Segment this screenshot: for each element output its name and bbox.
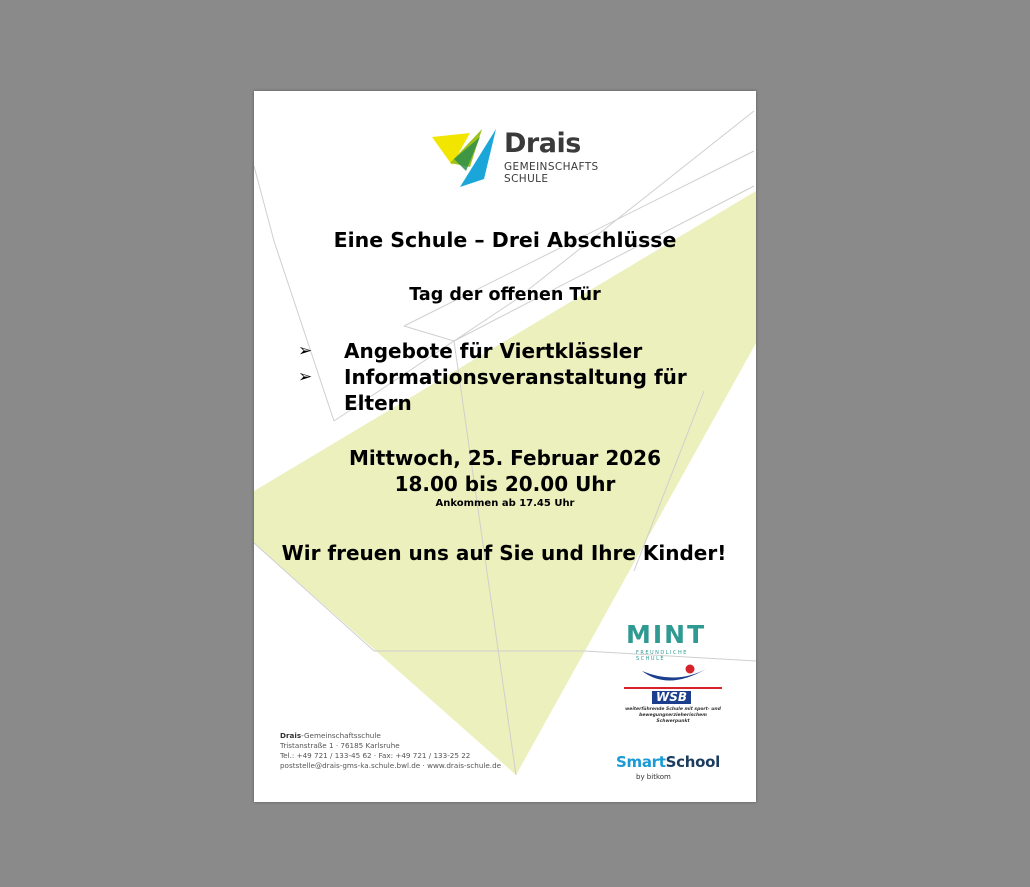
mint-word: MINT bbox=[626, 620, 707, 649]
smartschool-badge bbox=[616, 753, 726, 787]
footer-address: Tristanstraße 1 · 76185 Karlsruhe bbox=[280, 741, 400, 750]
wsb-badge bbox=[622, 663, 724, 727]
mint-badge bbox=[626, 621, 716, 661]
school-part: School bbox=[665, 753, 720, 771]
bullet-list bbox=[298, 338, 704, 416]
event-date: Mittwoch, 25. Februar 2026 bbox=[349, 446, 661, 470]
bullet-text: Informationsveranstaltung für Eltern bbox=[344, 365, 687, 415]
smartschool-by: by bitkom bbox=[636, 773, 671, 781]
closing-message: Wir freuen uns auf Sie und Ihre Kinder! bbox=[281, 541, 727, 565]
flyer-page bbox=[254, 91, 756, 802]
logo-sub-2: SCHULE bbox=[504, 173, 549, 185]
logo-sub-1: GEMEINSCHAFTS bbox=[504, 161, 599, 173]
wsb-description: weiterführende Schule mit sport- und bewegungserzieherischem Schwerpunkt bbox=[625, 707, 721, 724]
wsb-swoosh-icon bbox=[622, 663, 724, 693]
footer-phone: Tel.: +49 721 / 133-45 62 · Fax: +49 721 / 133-25 22 bbox=[280, 751, 471, 760]
wsb-label: WSB bbox=[652, 691, 691, 704]
school-logo bbox=[430, 127, 620, 191]
smartschool-word bbox=[616, 753, 720, 771]
list-item bbox=[298, 338, 704, 364]
footer-name-rest: -Gemeinschaftsschule bbox=[301, 731, 381, 740]
event-time: 18.00 bis 20.00 Uhr bbox=[394, 472, 616, 496]
smart-part: Smart bbox=[616, 753, 666, 771]
mint-subtitle: FREUNDLICHE SCHULE bbox=[636, 650, 688, 662]
address-footer bbox=[280, 731, 501, 771]
logo-emblem-icon bbox=[430, 127, 502, 191]
arrow-bullet-icon: ➢ bbox=[298, 341, 313, 361]
logo-name: Drais bbox=[504, 128, 581, 159]
bullet-text: Angebote für Viertklässler bbox=[344, 339, 643, 363]
footer-web: poststelle@drais-gms-ka.schule.bwl.de · www.drais-schule.de bbox=[280, 761, 502, 770]
arrival-note: Ankommen ab 17.45 Uhr bbox=[435, 498, 575, 509]
footer-name-bold: Drais bbox=[280, 731, 302, 740]
headline: Eine Schule – Drei Abschlüsse bbox=[333, 228, 677, 252]
list-item bbox=[298, 364, 704, 416]
subheadline: Tag der offenen Tür bbox=[409, 285, 601, 305]
arrow-bullet-icon: ➢ bbox=[298, 367, 313, 387]
